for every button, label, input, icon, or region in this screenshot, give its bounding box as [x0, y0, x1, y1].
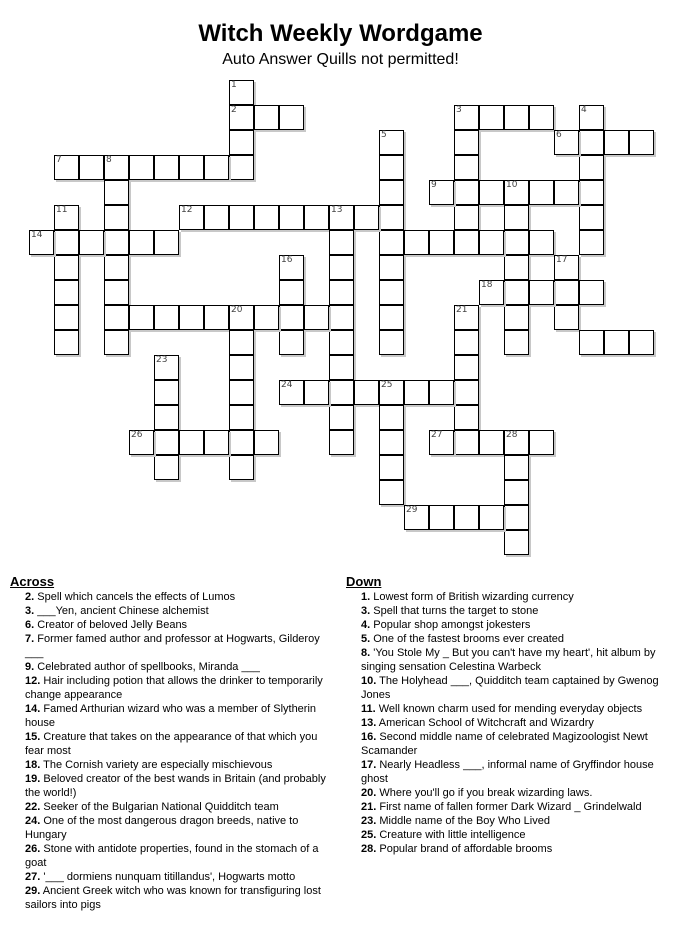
- crossword-cell[interactable]: [179, 205, 204, 230]
- clue-number: 3.: [25, 605, 35, 617]
- cell-number: 16: [281, 255, 293, 265]
- crossword-cell[interactable]: [429, 380, 454, 405]
- clue-text: Celebrated author of spellbooks, Miranda ___: [37, 661, 260, 673]
- across-heading: Across: [10, 574, 55, 589]
- clue-text: Lowest form of British wizarding currency: [373, 591, 574, 603]
- crossword-cell[interactable]: [554, 255, 579, 280]
- cell-number: 11: [56, 205, 68, 215]
- crossword-cell[interactable]: [479, 280, 504, 305]
- crossword-cell[interactable]: [454, 355, 479, 380]
- cell-number: 9: [431, 180, 437, 190]
- across-clues: [10, 575, 330, 912]
- crossword-cell[interactable]: [379, 205, 404, 230]
- crossword-cell[interactable]: [454, 330, 479, 355]
- clue-text: Stone with antidote properties, found in the stomach of a goat: [25, 843, 319, 869]
- across-clue: [10, 674, 330, 702]
- crossword-cell[interactable]: [129, 155, 154, 180]
- clue-number: 27.: [25, 871, 41, 883]
- cell-number: 28: [506, 430, 518, 440]
- crossword-cell[interactable]: [154, 305, 179, 330]
- crossword-cell[interactable]: [504, 180, 529, 205]
- cell-number: 14: [31, 230, 43, 240]
- clue-text: 'You Stole My _ But you can't have my heart', hit album by singing sensation Celestina Warbeck: [361, 647, 656, 673]
- clue-text: Popular brand of affordable brooms: [379, 843, 553, 855]
- down-heading: Down: [346, 574, 382, 589]
- crossword-cell[interactable]: [379, 230, 404, 255]
- crossword-cell[interactable]: [379, 155, 404, 180]
- crossword-cell[interactable]: [429, 505, 454, 530]
- crossword-cell[interactable]: [379, 305, 404, 330]
- clue-number: 24.: [25, 815, 41, 827]
- crossword-cell[interactable]: [404, 505, 429, 530]
- crossword-cell[interactable]: [379, 455, 404, 480]
- crossword-cell[interactable]: [104, 330, 129, 355]
- crossword-cell[interactable]: [554, 305, 579, 330]
- clue-number: 29.: [25, 885, 41, 897]
- clue-text: Middle name of the Boy Who Lived: [379, 815, 550, 827]
- clue-text: Popular shop amongst jokesters: [373, 619, 531, 631]
- crossword-cell[interactable]: [504, 255, 529, 280]
- page-title: Witch Weekly Wordgame: [198, 20, 483, 47]
- clue-text: Beloved creator of the best wands in Britain (and probably the world!): [25, 773, 326, 799]
- crossword-cell[interactable]: [329, 355, 354, 380]
- cell-number: 12: [181, 205, 193, 215]
- cell-number: 2: [231, 105, 237, 115]
- crossword-cell[interactable]: [504, 105, 529, 130]
- crossword-cell[interactable]: [454, 155, 479, 180]
- clue-number: 19.: [25, 773, 41, 785]
- clue-number: 16.: [361, 731, 377, 743]
- crossword-cell[interactable]: [379, 330, 404, 355]
- across-clue: [10, 800, 330, 814]
- clue-number: 5.: [361, 633, 371, 645]
- clue-number: 4.: [361, 619, 371, 631]
- crossword-cell[interactable]: [104, 205, 129, 230]
- crossword-cell[interactable]: [229, 430, 254, 455]
- crossword-cell[interactable]: [529, 230, 554, 255]
- clue-number: 26.: [25, 843, 41, 855]
- crossword-cell[interactable]: [454, 205, 479, 230]
- crossword-cell[interactable]: [279, 205, 304, 230]
- clue-text: Second middle name of celebrated Magizoologist Newt Scamander: [361, 731, 648, 757]
- down-clues: [346, 575, 676, 856]
- clue-text: Where you'll go if you break wizarding laws.: [379, 787, 593, 799]
- cell-number: 26: [131, 430, 143, 440]
- down-clue: [346, 674, 676, 702]
- clue-text: '___ dormiens nunquam titillandus', Hogwarts motto: [43, 871, 296, 883]
- crossword-cell[interactable]: [404, 230, 429, 255]
- crossword-cell[interactable]: [54, 205, 79, 230]
- crossword-cell[interactable]: [229, 405, 254, 430]
- crossword-cell[interactable]: [279, 255, 304, 280]
- crossword-cell[interactable]: [429, 230, 454, 255]
- crossword-cell[interactable]: [554, 130, 579, 155]
- crossword-cell[interactable]: [579, 205, 604, 230]
- crossword-cell[interactable]: [454, 505, 479, 530]
- crossword-cell[interactable]: [304, 305, 329, 330]
- crossword-cell[interactable]: [629, 330, 654, 355]
- crossword-cell[interactable]: [154, 380, 179, 405]
- cell-number: 17: [556, 255, 568, 265]
- cell-number: 18: [481, 280, 493, 290]
- cell-number: 21: [456, 305, 468, 315]
- cell-number: 20: [231, 305, 243, 315]
- crossword-cell[interactable]: [304, 380, 329, 405]
- crossword-cell[interactable]: [379, 430, 404, 455]
- clue-text: The Holyhead ___, Quidditch team captained by Gwenog Jones: [361, 675, 659, 701]
- across-clue: [10, 618, 330, 632]
- crossword-cell[interactable]: [529, 280, 554, 305]
- crossword-cell[interactable]: [179, 430, 204, 455]
- crossword-cell[interactable]: [379, 180, 404, 205]
- crossword-cell[interactable]: [154, 155, 179, 180]
- crossword-cell[interactable]: [504, 330, 529, 355]
- crossword-cell[interactable]: [279, 280, 304, 305]
- crossword-cell[interactable]: [329, 230, 354, 255]
- crossword-cell[interactable]: [579, 105, 604, 130]
- crossword-cell[interactable]: [579, 230, 604, 255]
- crossword-cell[interactable]: [54, 155, 79, 180]
- crossword-cell[interactable]: [154, 355, 179, 380]
- crossword-grid: [4, 80, 664, 556]
- down-clue: [346, 758, 676, 786]
- crossword-cell[interactable]: [379, 280, 404, 305]
- clue-number: 17.: [361, 759, 377, 771]
- crossword-cell[interactable]: [229, 155, 254, 180]
- down-clue: [346, 800, 676, 814]
- crossword-cell[interactable]: [504, 205, 529, 230]
- clue-text: One of the fastest brooms ever created: [373, 633, 565, 645]
- clue-number: 23.: [361, 815, 377, 827]
- crossword-cell[interactable]: [504, 430, 529, 455]
- clue-number: 28.: [361, 843, 377, 855]
- crossword-cell[interactable]: [579, 130, 604, 155]
- cell-number: 6: [556, 130, 562, 140]
- crossword-cell[interactable]: [179, 155, 204, 180]
- clue-text: Spell that turns the target to stone: [373, 605, 539, 617]
- crossword-cell[interactable]: [54, 230, 79, 255]
- crossword-cell[interactable]: [229, 205, 254, 230]
- clue-text: First name of fallen former Dark Wizard _ Grindelwald: [379, 801, 642, 813]
- crossword-cell[interactable]: [504, 280, 529, 305]
- crossword-cell[interactable]: [454, 105, 479, 130]
- clue-text: American School of Witchcraft and Wizardry: [378, 717, 594, 729]
- down-clue: [346, 814, 676, 828]
- crossword-cell[interactable]: [504, 230, 529, 255]
- clue-number: 20.: [361, 787, 377, 799]
- crossword-cell[interactable]: [179, 305, 204, 330]
- down-clue: [346, 786, 676, 800]
- crossword-cell[interactable]: [504, 305, 529, 330]
- crossword-cell[interactable]: [54, 255, 79, 280]
- crossword-cell[interactable]: [454, 380, 479, 405]
- page-subtitle: Auto Answer Quills not permitted!: [222, 51, 459, 68]
- down-clue-list: [346, 590, 676, 856]
- clue-number: 15.: [25, 731, 41, 743]
- crossword-cell[interactable]: [54, 330, 79, 355]
- crossword-cell[interactable]: [304, 205, 329, 230]
- clue-text: The Cornish variety are especially mischievous: [43, 759, 273, 771]
- crossword-cell[interactable]: [579, 180, 604, 205]
- crossword-cell[interactable]: [254, 305, 279, 330]
- crossword-cell[interactable]: [329, 405, 354, 430]
- crossword-cell[interactable]: [429, 180, 454, 205]
- cell-number: 27: [431, 430, 443, 440]
- clue-text: Well known charm used for mending everyday objects: [378, 703, 643, 715]
- crossword-cell[interactable]: [554, 280, 579, 305]
- crossword-cell[interactable]: [104, 155, 129, 180]
- crossword-cell[interactable]: [229, 105, 254, 130]
- crossword-cell[interactable]: [504, 505, 529, 530]
- crossword-cell[interactable]: [254, 430, 279, 455]
- clue-text: One of the most dangerous dragon breeds, native to Hungary: [25, 815, 299, 841]
- cell-number: 7: [56, 155, 62, 165]
- down-clue: [346, 618, 676, 632]
- clue-text: Seeker of the Bulgarian National Quidditch team: [43, 801, 279, 813]
- cell-number: 4: [581, 105, 587, 115]
- crossword-cell[interactable]: [554, 180, 579, 205]
- clue-number: 25.: [361, 829, 377, 841]
- clue-number: 13.: [361, 717, 377, 729]
- crossword-cell[interactable]: [229, 130, 254, 155]
- crossword-cell[interactable]: [204, 430, 229, 455]
- crossword-cell[interactable]: [329, 305, 354, 330]
- cell-number: 25: [381, 380, 393, 390]
- clue-number: 1.: [361, 591, 371, 603]
- crossword-cell[interactable]: [454, 230, 479, 255]
- crossword-cell[interactable]: [229, 455, 254, 480]
- down-clue: [346, 828, 676, 842]
- crossword-cell[interactable]: [279, 105, 304, 130]
- crossword-cell[interactable]: [279, 380, 304, 405]
- crossword-cell[interactable]: [529, 430, 554, 455]
- clue-text: Spell which cancels the effects of Lumos: [37, 591, 236, 603]
- crossword-cell[interactable]: [479, 105, 504, 130]
- clue-text: ___Yen, ancient Chinese alchemist: [37, 605, 209, 617]
- clue-text: Creature that takes on the appearance of that which you fear most: [25, 731, 318, 757]
- down-clue: [346, 730, 676, 758]
- clue-number: 7.: [25, 633, 35, 645]
- across-clue: [10, 758, 330, 772]
- crossword-cell[interactable]: [129, 305, 154, 330]
- crossword-cell[interactable]: [229, 355, 254, 380]
- crossword-cell[interactable]: [104, 180, 129, 205]
- crossword-cell[interactable]: [529, 180, 554, 205]
- crossword-cell[interactable]: [454, 305, 479, 330]
- clue-text: Nearly Headless ___, informal name of Gryffindor house ghost: [361, 759, 654, 785]
- clue-text: Creature with little intelligence: [379, 829, 526, 841]
- down-clue: [346, 646, 676, 674]
- crossword-cell[interactable]: [379, 380, 404, 405]
- crossword-cell[interactable]: [279, 330, 304, 355]
- crossword-cell[interactable]: [604, 330, 629, 355]
- cell-number: 10: [506, 180, 518, 190]
- crossword-cell[interactable]: [354, 380, 379, 405]
- clue-text: Former famed author and professor at Hogwarts, Gilderoy ___: [25, 633, 320, 659]
- crossword-cell[interactable]: [329, 380, 354, 405]
- clue-number: 8.: [361, 647, 371, 659]
- crossword-cell[interactable]: [129, 230, 154, 255]
- crossword-cell[interactable]: [479, 505, 504, 530]
- across-clue: [10, 814, 330, 842]
- down-clue: [346, 604, 676, 618]
- crossword-cell[interactable]: [229, 330, 254, 355]
- crossword-cell[interactable]: [54, 305, 79, 330]
- across-clue: [10, 632, 330, 660]
- clue-text: Creator of beloved Jelly Beans: [37, 619, 188, 631]
- crossword-cell[interactable]: [479, 430, 504, 455]
- crossword-cell[interactable]: [154, 405, 179, 430]
- down-clue: [346, 590, 676, 604]
- crossword-cell[interactable]: [354, 205, 379, 230]
- crossword-cell[interactable]: [379, 405, 404, 430]
- clue-number: 11.: [361, 703, 376, 715]
- clue-number: 2.: [25, 591, 35, 603]
- crossword-cell[interactable]: [79, 155, 104, 180]
- crossword-cell[interactable]: [254, 105, 279, 130]
- cell-number: 24: [281, 380, 293, 390]
- clue-text: Hair including potion that allows the drinker to temporarily change appearance: [25, 675, 323, 701]
- crossword-cell[interactable]: [504, 530, 529, 555]
- crossword-cell[interactable]: [579, 330, 604, 355]
- crossword-cell[interactable]: [229, 80, 254, 105]
- crossword-cell[interactable]: [104, 255, 129, 280]
- cell-number: 23: [156, 355, 168, 365]
- crossword-cell[interactable]: [329, 330, 354, 355]
- crossword-cell[interactable]: [204, 305, 229, 330]
- clue-number: 14.: [25, 703, 41, 715]
- cell-number: 5: [381, 130, 387, 140]
- crossword-cell[interactable]: [204, 205, 229, 230]
- crossword-cell[interactable]: [454, 405, 479, 430]
- across-clue: [10, 772, 330, 800]
- crossword-cell[interactable]: [329, 205, 354, 230]
- crossword-cell[interactable]: [379, 480, 404, 505]
- cell-number: 8: [106, 155, 112, 165]
- clue-number: 9.: [25, 661, 35, 673]
- crossword-cell[interactable]: [429, 430, 454, 455]
- across-clue-list: [10, 590, 330, 912]
- crossword-cell[interactable]: [454, 130, 479, 155]
- down-clue: [346, 716, 676, 730]
- clue-number: 6.: [25, 619, 35, 631]
- cell-number: 3: [456, 105, 462, 115]
- across-clue: [10, 660, 330, 674]
- crossword-cell[interactable]: [154, 455, 179, 480]
- crossword-cell[interactable]: [29, 230, 54, 255]
- crossword-cell[interactable]: [54, 280, 79, 305]
- crossword-cell[interactable]: [229, 380, 254, 405]
- crossword-cell[interactable]: [104, 230, 129, 255]
- clue-number: 21.: [361, 801, 377, 813]
- down-clue: [346, 702, 676, 716]
- down-clue: [346, 632, 676, 646]
- crossword-cell[interactable]: [504, 480, 529, 505]
- crossword-cell[interactable]: [479, 230, 504, 255]
- crossword-cell[interactable]: [579, 280, 604, 305]
- crossword-cell[interactable]: [454, 180, 479, 205]
- crossword-cell[interactable]: [154, 430, 179, 455]
- crossword-cell[interactable]: [279, 305, 304, 330]
- crossword-cell[interactable]: [604, 130, 629, 155]
- crossword-cell[interactable]: [379, 130, 404, 155]
- across-clue: [10, 590, 330, 604]
- crossword-cell[interactable]: [204, 155, 229, 180]
- crossword-cell[interactable]: [454, 430, 479, 455]
- crossword-cell[interactable]: [154, 230, 179, 255]
- across-clue: [10, 604, 330, 618]
- crossword-cell[interactable]: [329, 430, 354, 455]
- down-clue: [346, 842, 676, 856]
- crossword-cell[interactable]: [379, 255, 404, 280]
- across-clue: [10, 842, 330, 870]
- clue-number: 18.: [25, 759, 41, 771]
- clue-number: 12.: [25, 675, 41, 687]
- clue-number: 22.: [25, 801, 41, 813]
- crossword-cell[interactable]: [629, 130, 654, 155]
- crossword-cell[interactable]: [404, 380, 429, 405]
- cell-number: 29: [406, 505, 418, 515]
- across-clue: [10, 870, 330, 884]
- crossword-cell[interactable]: [329, 280, 354, 305]
- crossword-cell[interactable]: [129, 430, 154, 455]
- crossword-cell[interactable]: [104, 305, 129, 330]
- crossword-cell[interactable]: [104, 280, 129, 305]
- crossword-cell[interactable]: [79, 230, 104, 255]
- cell-number: 13: [331, 205, 343, 215]
- crossword-cell[interactable]: [529, 105, 554, 130]
- clue-number: 10.: [361, 675, 377, 687]
- crossword-cell[interactable]: [254, 205, 279, 230]
- clue-text: Ancient Greek witch who was known for transfiguring lost sailors into pigs: [25, 885, 321, 911]
- cell-number: 1: [231, 80, 237, 90]
- crossword-cell[interactable]: [579, 155, 604, 180]
- across-clue: [10, 702, 330, 730]
- across-clue: [10, 884, 330, 912]
- crossword-cell[interactable]: [504, 455, 529, 480]
- clue-text: Famed Arthurian wizard who was a member of Slytherin house: [25, 703, 317, 729]
- crossword-cell[interactable]: [229, 305, 254, 330]
- crossword-cell[interactable]: [329, 255, 354, 280]
- crossword-cell[interactable]: [479, 180, 504, 205]
- clue-number: 3.: [361, 605, 371, 617]
- across-clue: [10, 730, 330, 758]
